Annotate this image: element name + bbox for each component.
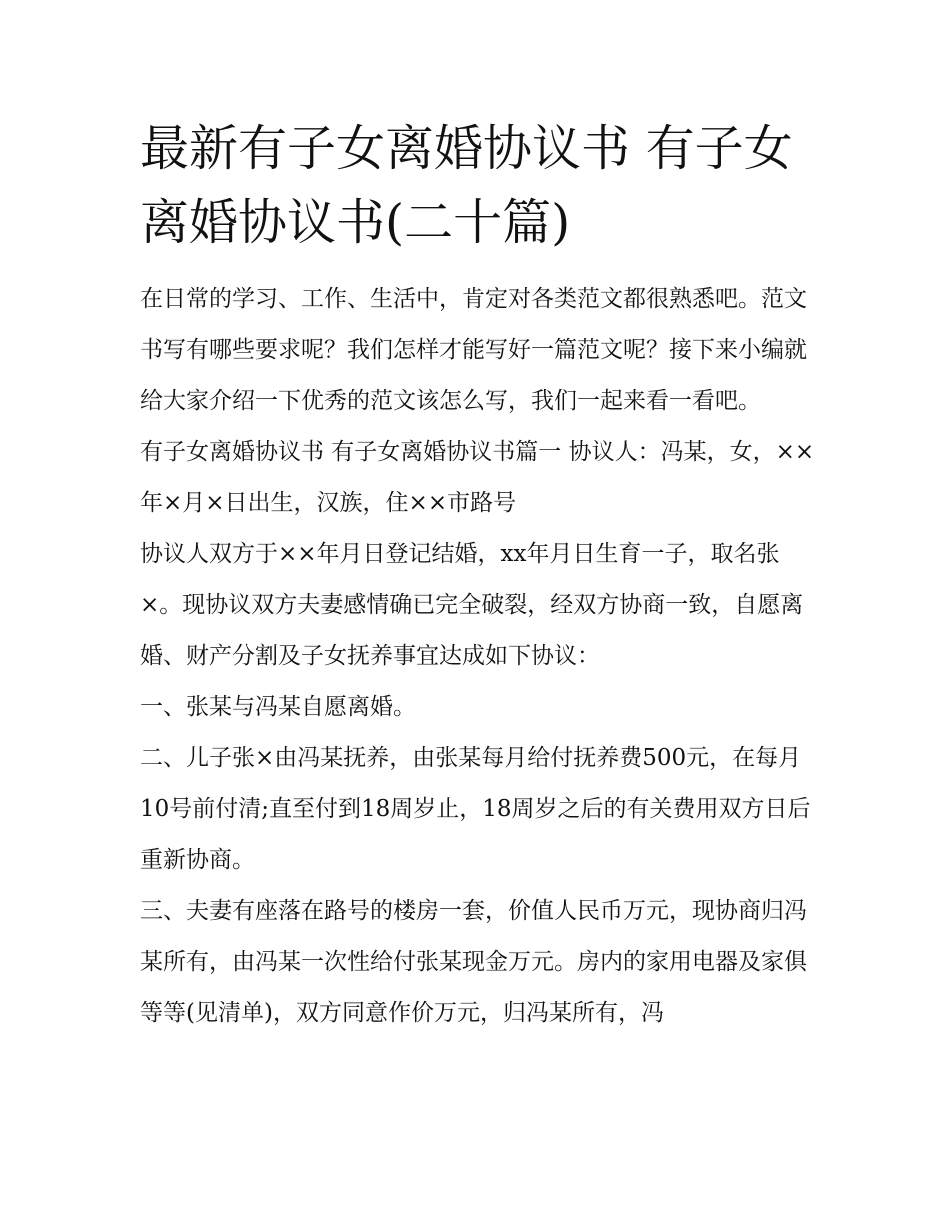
paragraph-clause-1: 一、张某与冯某自愿离婚。: [140, 694, 416, 720]
paragraph-intro: 在日常的学习、工作、生活中，肯定对各类范文都很熟悉吧。范文书写有哪些要求呢？我们怎样才能写好一篇范文呢？接下来小编就给大家介绍一下优秀的范文该怎么写，我们一起来看一看吧。: [140, 286, 807, 414]
paragraph-marriage-info: 协议人双方于××年月日登记结婚，xx年月日生育一子，取名张×。现协议双方夫妻感情确已完全破裂，经双方协商一致，自愿离婚、财产分割及子女抚养事宜达成如下协议：: [140, 541, 804, 669]
paragraph-clause-3: 三、夫妻有座落在路号的楼房一套，价值人民币万元，现协商归冯某所有，由冯某一次性给付张某现金万元。房内的家用电器及家俱等等(见清单)，双方同意作价万元，归冯某所有，冯: [140, 898, 807, 1026]
document-page: [140, 112, 815, 1039]
paragraph-clause-2: 二、儿子张×由冯某抚养，由张某每月给付抚养费500元，在每月10号前付清;直至付到18周岁止，18周岁之后的有关费用双方日后重新协商。: [140, 745, 811, 873]
document-title: 最新有子女离婚协议书 有子女离婚协议书(二十篇): [140, 120, 793, 251]
paragraph-party-info: 有子女离婚协议书 有子女离婚协议书篇一 协议人：冯某，女，××年×月×日出生，汉族，住××市路号: [140, 439, 815, 516]
document-body: [140, 274, 815, 1039]
